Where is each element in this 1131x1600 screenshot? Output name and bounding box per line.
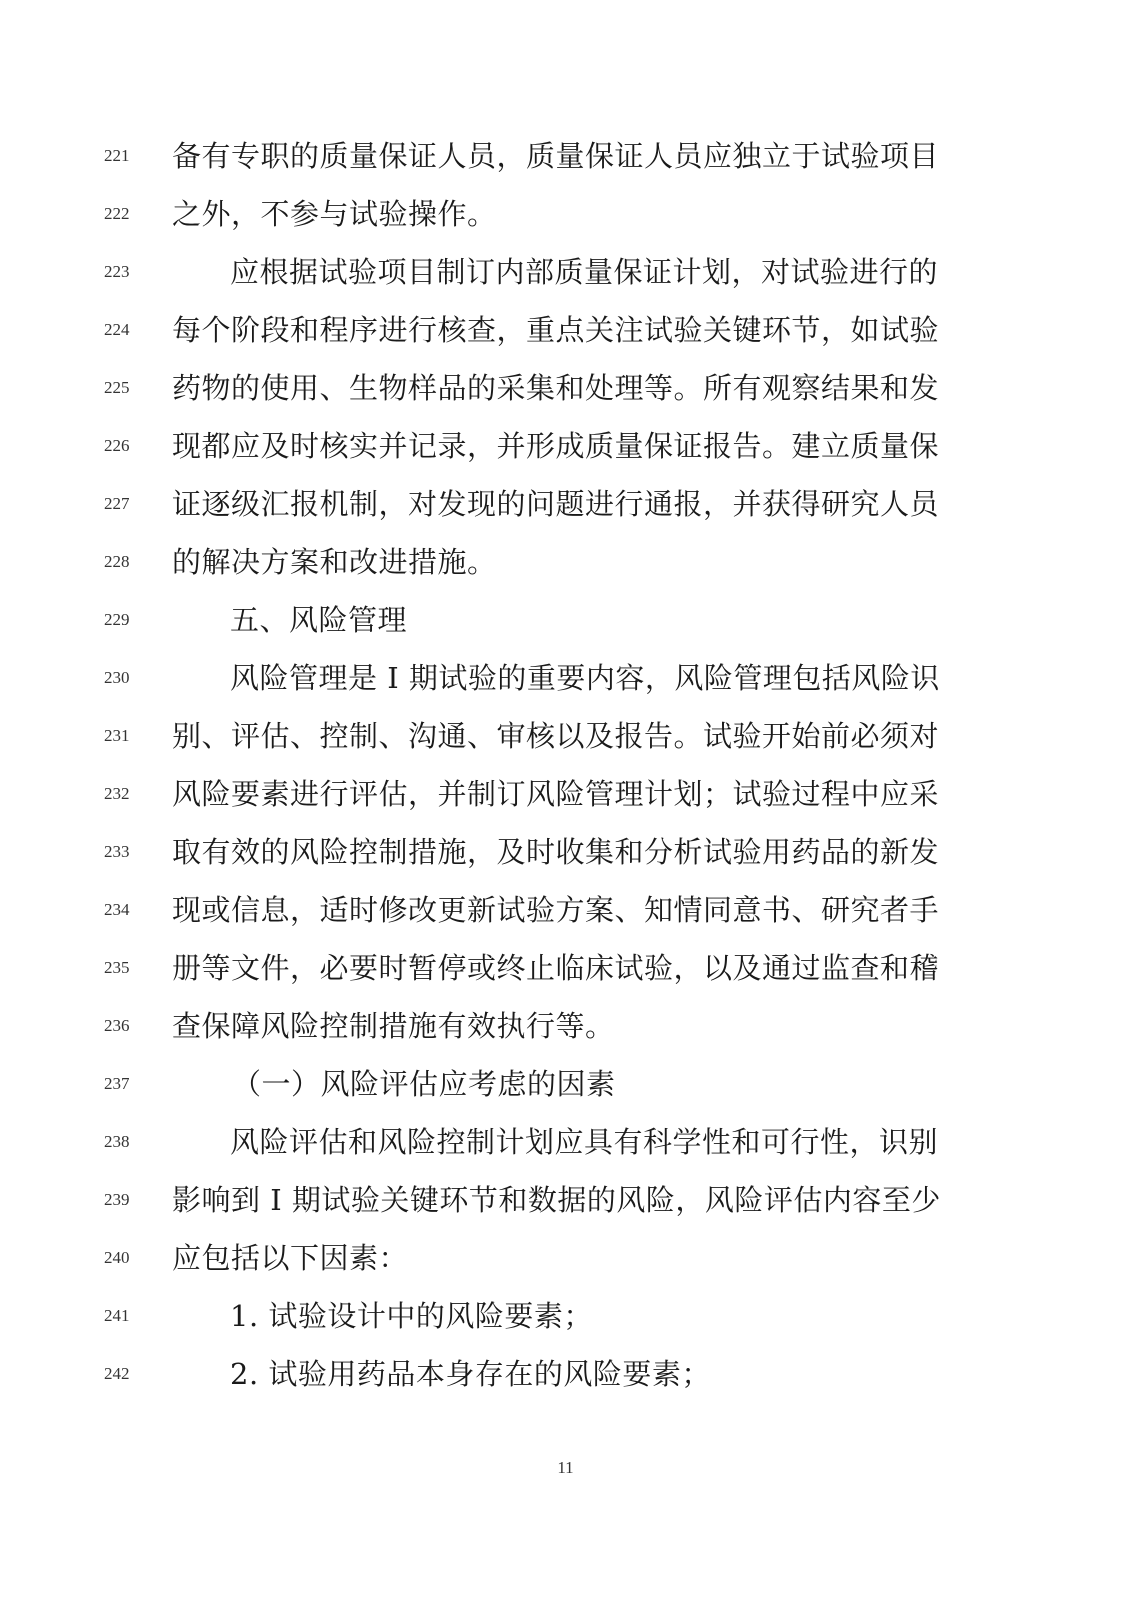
text-line: [0, 1229, 1131, 1287]
text-line: [0, 591, 1131, 649]
list-item: 1. 试验设计中的风险要素；: [230, 1299, 593, 1333]
text-line: [0, 881, 1131, 939]
line-number: 242: [104, 1364, 130, 1383]
line-text: 风险管理是 I 期试验的重要内容，风险管理包括风险识: [230, 661, 940, 695]
line-number: 237: [104, 1074, 130, 1093]
line-text: 现或信息，适时修改更新试验方案、知情同意书、研究者手: [172, 893, 940, 927]
line-number: 232: [104, 784, 130, 803]
line-number: 224: [104, 320, 130, 339]
text-line: [0, 475, 1131, 533]
page-number: 11: [557, 1458, 574, 1477]
text-line: [0, 185, 1131, 243]
text-line: [0, 533, 1131, 591]
line-number: 231: [104, 726, 130, 745]
text-line: [0, 939, 1131, 997]
line-number: 222: [104, 204, 130, 223]
text-line: [0, 765, 1131, 823]
line-number: 229: [104, 610, 130, 629]
line-text: 取有效的风险控制措施，及时收集和分析试验用药品的新发: [172, 835, 940, 869]
line-text: 之外，不参与试验操作。: [172, 197, 497, 231]
line-text: 药物的使用、生物样品的采集和处理等。所有观察结果和发: [172, 371, 940, 405]
line-number: 227: [104, 494, 130, 513]
line-number: 240: [104, 1248, 130, 1267]
line-number: 226: [104, 436, 130, 455]
text-line: [0, 1287, 1131, 1345]
line-text: 查保障风险控制措施有效执行等。: [172, 1009, 615, 1043]
line-number: 234: [104, 900, 130, 919]
line-number: 228: [104, 552, 130, 571]
line-number: 221: [104, 146, 130, 165]
subsection-heading: （一）风险评估应考虑的因素: [232, 1067, 616, 1101]
line-text: 每个阶段和程序进行核查，重点关注试验关键环节，如试验: [172, 313, 940, 347]
line-text: 册等文件，必要时暂停或终止临床试验，以及通过监查和稽: [172, 951, 940, 985]
section-heading: 五、风险管理: [230, 603, 408, 637]
line-number: 230: [104, 668, 130, 687]
text-line: [0, 1055, 1131, 1113]
line-text: 的解决方案和改进措施。: [172, 545, 497, 579]
text-line: [0, 417, 1131, 475]
line-text: 应包括以下因素：: [172, 1241, 409, 1275]
list-item: 2. 试验用药品本身存在的风险要素；: [230, 1357, 711, 1391]
text-line: [0, 359, 1131, 417]
text-line: [0, 301, 1131, 359]
line-text: 现都应及时核实并记录，并形成质量保证报告。建立质量保: [172, 429, 940, 463]
line-text: 别、评估、控制、沟通、审核以及报告。试验开始前必须对: [172, 719, 940, 753]
line-text: 备有专职的质量保证人员，质量保证人员应独立于试验项目: [172, 139, 940, 173]
line-text: 风险评估和风险控制计划应具有科学性和可行性，识别: [230, 1125, 939, 1159]
line-number: 239: [104, 1190, 130, 1209]
text-line: [0, 127, 1131, 185]
line-number: 241: [104, 1306, 130, 1325]
line-number: 236: [104, 1016, 130, 1035]
line-text: 风险要素进行评估，并制订风险管理计划；试验过程中应采: [172, 777, 940, 811]
text-line: [0, 243, 1131, 301]
text-line: [0, 707, 1131, 765]
text-line: [0, 1171, 1131, 1229]
line-number: 233: [104, 842, 130, 861]
line-number: 235: [104, 958, 130, 977]
text-line: [0, 649, 1131, 707]
line-text: 影响到 I 期试验关键环节和数据的风险，风险评估内容至少: [172, 1183, 941, 1217]
text-line: [0, 997, 1131, 1055]
line-number: 223: [104, 262, 130, 281]
line-number: 238: [104, 1132, 130, 1151]
text-line: [0, 1345, 1131, 1403]
line-number: 225: [104, 378, 130, 397]
line-text: 证逐级汇报机制，对发现的问题进行通报，并获得研究人员: [172, 487, 940, 521]
text-line: [0, 823, 1131, 881]
text-line: [0, 1113, 1131, 1171]
line-text: 应根据试验项目制订内部质量保证计划，对试验进行的: [230, 255, 939, 289]
